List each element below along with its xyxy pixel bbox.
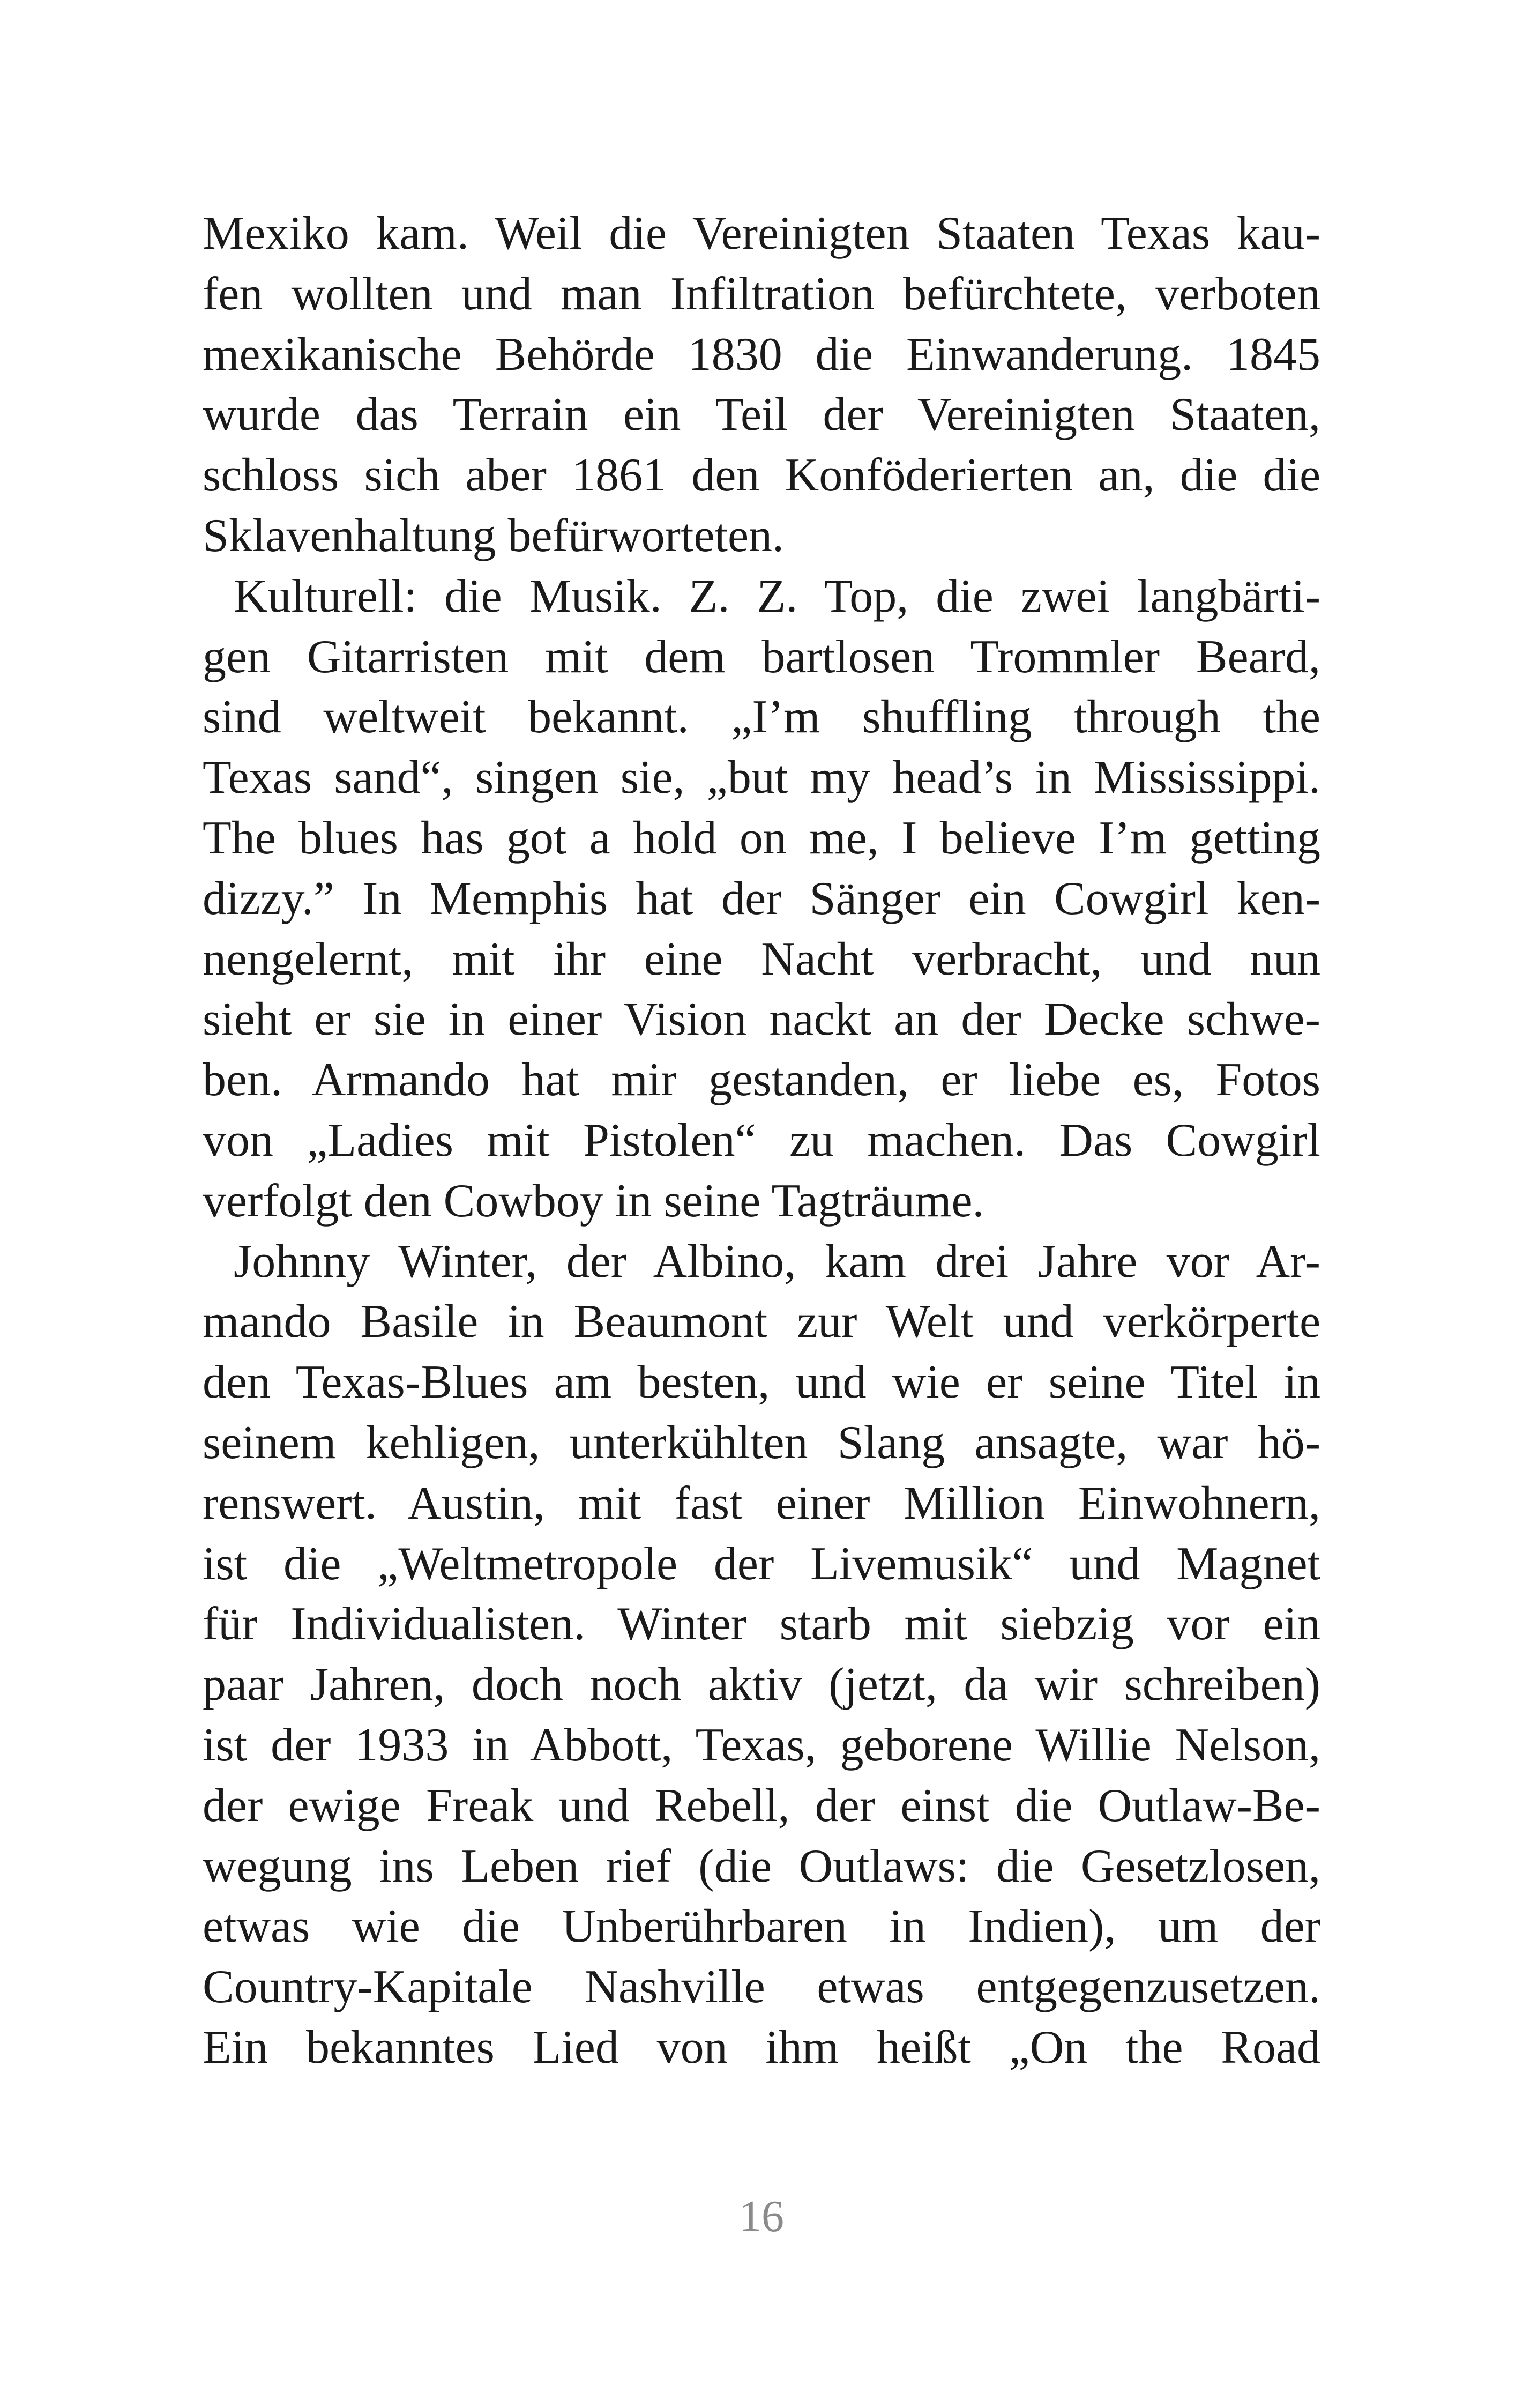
text-line: wurde das Terrain ein Teil der Vereinigten Staaten, xyxy=(203,389,1320,441)
text-line: sind weltweit bekannt. „I’m shuffling through the xyxy=(203,691,1320,744)
text-line: Texas sand“, singen sie, „but my head’s in Mississippi. xyxy=(203,752,1320,804)
paragraph-first-line: Kulturell: die Musik. Z. Z. Top, die zwei langbärti- xyxy=(234,570,1320,622)
text-line: sieht er sie in einer Vision nackt an der Decke schwe- xyxy=(203,993,1320,1046)
body-text xyxy=(203,204,1320,2078)
page-number: 16 xyxy=(739,2191,784,2241)
text-line: mexikanische Behörde 1830 die Einwanderung. 1845 xyxy=(203,328,1320,381)
text-line: Ein bekanntes Lied von ihm heißt „On the Road xyxy=(203,2021,1320,2073)
text-line: Country-Kapitale Nashville etwas entgegenzusetzen. xyxy=(203,1961,1320,2013)
text-line: Sklavenhaltung befürworteten. xyxy=(203,509,785,562)
text-line: The blues has got a hold on me, I believe I’m getting xyxy=(203,812,1320,864)
text-line: ben. Armando hat mir gestanden, er liebe es, Fotos xyxy=(203,1054,1320,1106)
text-line: dizzy.” In Memphis hat der Sänger ein Cowgirl ken- xyxy=(203,872,1320,925)
text-line: von „Ladies mit Pistolen“ zu machen. Das Cowgirl xyxy=(203,1114,1320,1166)
paragraph-first-line: Johnny Winter, der Albino, kam drei Jahre vor Ar- xyxy=(234,1235,1320,1288)
text-line: gen Gitarristen mit dem bartlosen Trommler Beard, xyxy=(203,630,1320,683)
text-line: Mexiko kam. Weil die Vereinigten Staaten Texas kau- xyxy=(203,207,1320,259)
text-line: nengelernt, mit ihr eine Nacht verbracht, und nun xyxy=(203,933,1320,985)
text-line: renswert. Austin, mit fast einer Million Einwohnern, xyxy=(203,1477,1320,1529)
text-line: den Texas-Blues am besten, und wie er seine Titel in xyxy=(203,1356,1320,1409)
text-line: paar Jahren, doch noch aktiv (jetzt, da wir schreiben) xyxy=(203,1659,1320,1711)
text-line: etwas wie die Unberührbaren in Indien), um der xyxy=(203,1900,1320,1953)
text-line: der ewige Freak und Rebell, der einst die Outlaw-Be- xyxy=(203,1779,1320,1832)
text-line: schloss sich aber 1861 den Konföderierten an, die die xyxy=(203,449,1320,502)
text-line: für Individualisten. Winter starb mit siebzig vor ein xyxy=(203,1598,1320,1651)
text-line: mando Basile in Beaumont zur Welt und verkörperte xyxy=(203,1296,1320,1348)
text-line: fen wollten und man Infiltration befürchtete, verboten xyxy=(203,267,1320,320)
text-line: ist die „Weltmetropole der Livemusik“ und Magnet xyxy=(203,1537,1320,1590)
text-line: seinem kehligen, unterkühlten Slang ansagte, war hö- xyxy=(203,1416,1320,1469)
text-line: ist der 1933 in Abbott, Texas, geborene Willie Nelson, xyxy=(203,1719,1320,1771)
text-line: verfolgt den Cowboy in seine Tagträume. xyxy=(203,1175,984,1227)
text-line: wegung ins Leben rief (die Outlaws: die Gesetzlosen, xyxy=(203,1840,1320,1892)
